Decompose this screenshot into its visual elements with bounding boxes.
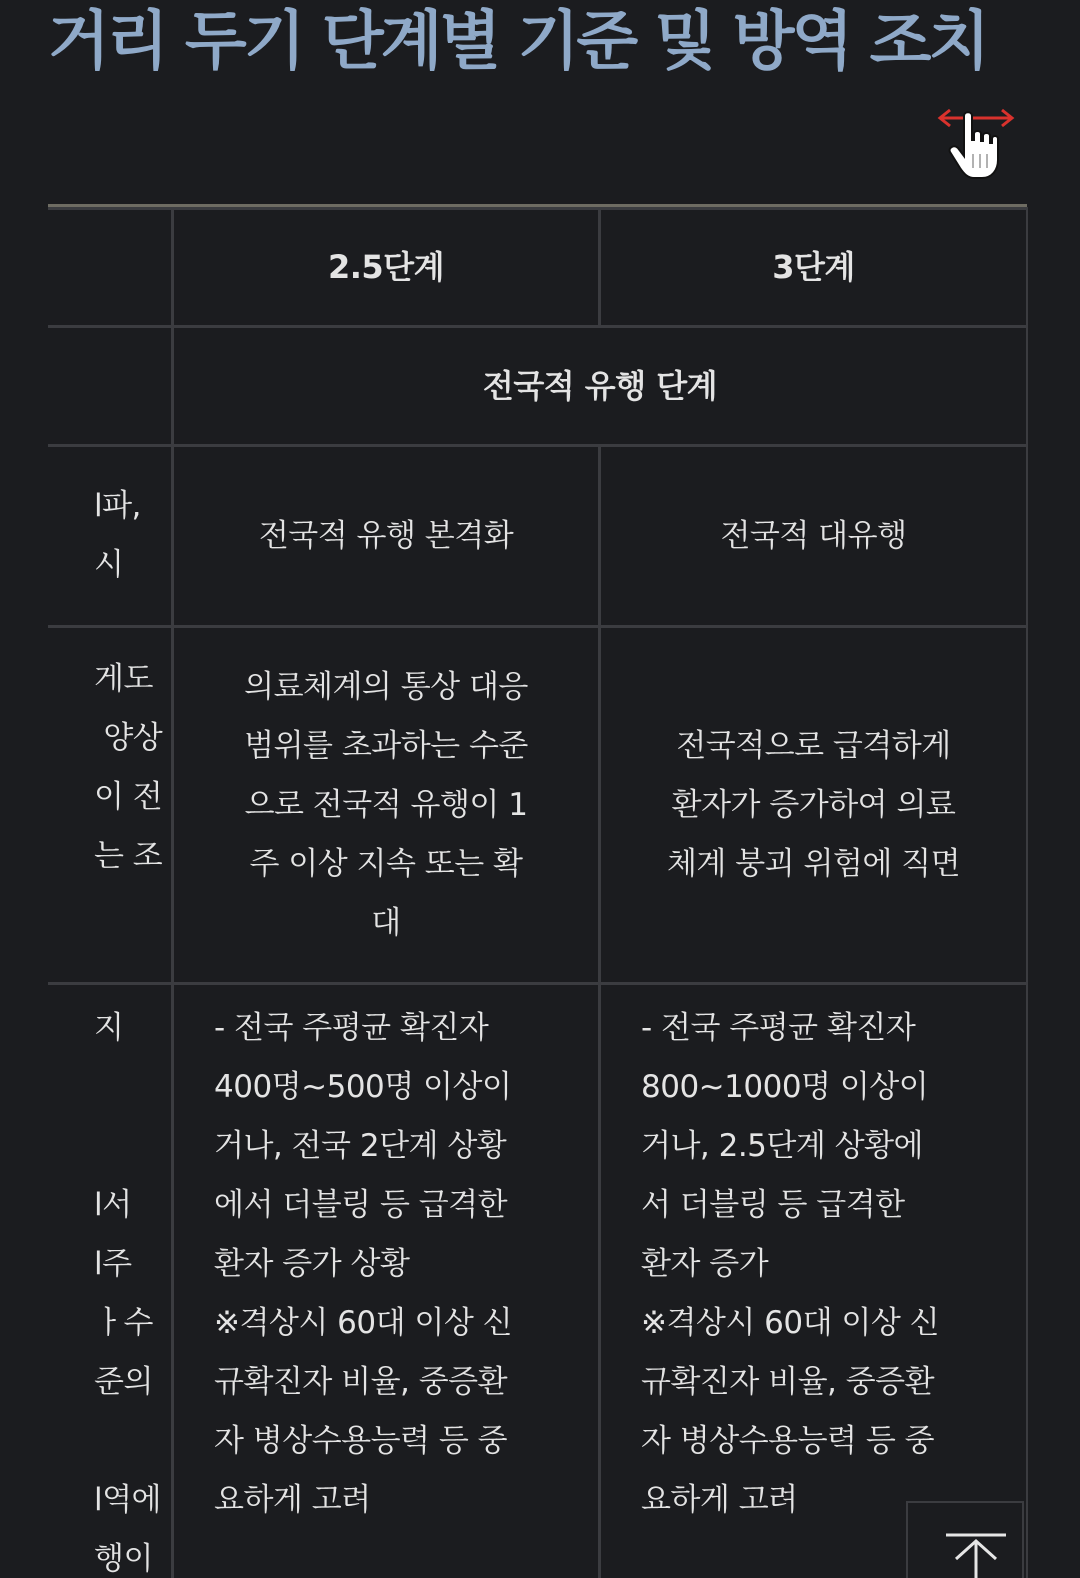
merged-cell-national-epidemic: 전국적 유행 단계 (173, 327, 1028, 446)
row-label-criteria (48, 984, 173, 1578)
cell-line: ※격상시 60대 이상 신 (214, 1305, 513, 1341)
cell-line: 800~1000명 이상이 (641, 1069, 929, 1105)
cell-criteria-3 (600, 984, 1028, 1578)
cell-description-3 (600, 627, 1028, 984)
table-row-situation (48, 446, 1028, 627)
cell-line: 대 (371, 904, 401, 941)
cell-line: - 전국 주평균 확진자 (641, 1010, 916, 1046)
cell-line: 자 병상수용능력 등 중 (641, 1423, 935, 1459)
table-row-scope (48, 327, 1028, 446)
row-label-line: l역에 (94, 1482, 162, 1518)
cell-situation-2-5: 전국적 유행 본격화 (173, 446, 600, 627)
row-label-line: l주 (94, 1246, 132, 1282)
arrow-up-to-top-icon (908, 1503, 1026, 1578)
cell-line: 에서 더블링 등 급격한 (214, 1187, 508, 1223)
cell-description-2-5 (173, 627, 600, 984)
cell-line: 환자 증가 상황 (214, 1246, 410, 1282)
cell-line: 규확진자 비율, 중증환 (214, 1364, 508, 1400)
row-label-description (48, 627, 173, 984)
cell-line: 주 이상 지속 또는 확 (249, 845, 523, 882)
row-label-line: l서 (94, 1187, 132, 1223)
row-label-line: 는 조 (94, 838, 163, 874)
table-row-criteria (48, 984, 1028, 1578)
distancing-level-table (48, 207, 1028, 1578)
row-label-line: 이 전 (94, 779, 163, 815)
horizontal-scroll-hand-icon (936, 104, 1018, 184)
row-label-line (94, 1117, 171, 1176)
row-label-line (94, 1412, 171, 1471)
row-label-line: 지 (94, 1010, 124, 1046)
cell-line: 환자가 증가하여 의료 (671, 786, 956, 823)
cell-line: 규확진자 비율, 중증환 (641, 1364, 935, 1400)
header-cell-level-2-5: 2.5단계 (173, 209, 600, 327)
table-row-description (48, 627, 1028, 984)
table-header-row (48, 209, 1028, 327)
row-label-line: 양상 (94, 720, 163, 756)
row-label-line: 게도 (94, 661, 153, 697)
cell-situation-3: 전국적 대유행 (600, 446, 1028, 627)
cell-line: 거나, 2.5단계 상황에 (641, 1128, 923, 1164)
row-label-situation (48, 446, 173, 627)
cell-line: 전국적으로 급격하게 (676, 727, 951, 764)
page-title: 거리 두기 단계별 기준 및 방역 조치 (48, 5, 988, 79)
header-cell-level-3: 3단계 (600, 209, 1028, 327)
cell-line: 자 병상수용능력 등 중 (214, 1423, 508, 1459)
row-label-scope (48, 327, 173, 446)
cell-line: 환자 증가 (641, 1246, 769, 1282)
row-label-line (94, 1058, 171, 1117)
cell-line: 400명~500명 이상이 (214, 1069, 512, 1105)
header-cell-category (48, 209, 173, 327)
cell-line: 범위를 초과하는 수준 (244, 727, 528, 764)
cell-line: 서 더블링 등 급격한 (641, 1187, 905, 1223)
cell-criteria-2-5 (173, 984, 600, 1578)
cell-line: ※격상시 60대 이상 신 (641, 1305, 940, 1341)
cell-line: - 전국 주평균 확진자 (214, 1010, 489, 1046)
cell-line: 요하게 고려 (641, 1482, 798, 1518)
row-label-line: 준의 (94, 1364, 153, 1400)
row-label-line: 행이 (94, 1541, 153, 1577)
cell-line: 요하게 고려 (214, 1482, 371, 1518)
back-to-top-button[interactable] (906, 1501, 1024, 1578)
cell-line: 거나, 전국 2단계 상황 (214, 1128, 507, 1164)
distancing-table-scroller[interactable] (48, 204, 1028, 1578)
row-label-line: 시 (94, 547, 124, 583)
cell-line: 체계 붕괴 위험에 직면 (666, 845, 961, 882)
row-label-line: l파, (94, 488, 141, 524)
cell-line: 으로 전국적 유행이 1 (244, 786, 528, 823)
cell-line: 의료체계의 통상 대응 (244, 668, 528, 705)
row-label-line: ㅏ수 (94, 1305, 153, 1341)
